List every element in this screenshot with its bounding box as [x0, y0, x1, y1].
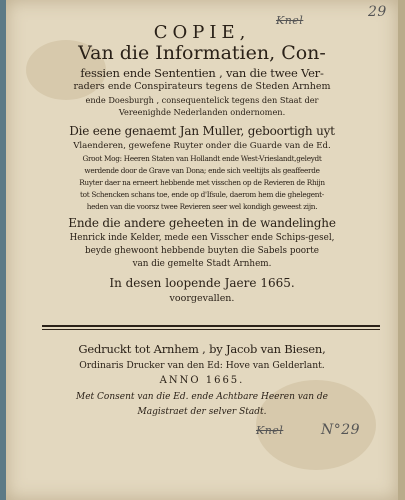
handwritten-number-bottom: N°29 [321, 422, 361, 438]
section1-line-7: heden van die voorsz twee Revieren seer wel kondigh geweest zijn. [86, 202, 318, 211]
title-line-4: raders ende Conspirateurs tegens de Steden Arnhem [73, 81, 331, 92]
imprint-printer: Gedruckt tot Arnhem , by Jacob van Biesen, [78, 342, 326, 356]
title-line-6: Vereenighde Nederlanden ondernomen. [118, 107, 286, 117]
section2-line-3: beyde ghewoont hebbende buyten die Sabels poorte [84, 246, 320, 256]
dateline-year: In desen loopende Jaere 1665. [109, 276, 295, 290]
section1-heading: Die eene genaemt Jan Muller, geboortigh uyt [69, 124, 335, 138]
section1-line-4: werdende door de Grave van Dona; ende sich veeltijts als geaffeerde [84, 166, 320, 175]
handwritten-mark-bottom: Knel [256, 424, 284, 437]
section1-line-3: Groot Mog: Heeren Staten van Hollandt ende West-Vrieslandt,geleydt [82, 154, 322, 163]
section2-line-4: van die gemelte Stadt Arnhem. [132, 259, 272, 269]
title-main: Van die Informatien, Con- [78, 42, 326, 64]
title-copie: COPIE, [153, 22, 251, 43]
handwritten-mark-top: Knel [276, 14, 304, 27]
section2-line-2: Henrick inde Kelder, mede een Visscher ende Schips-gesel, [69, 233, 335, 243]
section1-line-6: tot Schencken schans toe, ende op d'Ifsule, daerom hem die ghelegent- [80, 190, 324, 199]
handwritten-page-number: 29 [368, 4, 387, 20]
horizontal-rule-thin [42, 329, 380, 330]
section1-line-2: Vlaenderen, gewefene Ruyter onder die Guarde van de Ed. [73, 141, 331, 151]
dateline-voorgevallen: voorgevallen. [169, 293, 235, 304]
imprint-court: Ordinaris Drucker van den Ed: Hove van Gelderlant. [79, 360, 325, 371]
imprint-consent: Met Consent van die Ed. ende Achtbare Heeren van de [76, 392, 328, 402]
document-page [6, 0, 398, 500]
section2-heading: Ende die andere geheeten in de wandelinghe [68, 216, 336, 230]
title-line-5: ende Doesburgh , consequentelick tegens den Staat der [85, 95, 319, 105]
imprint-year: ANNO 1665. [159, 375, 245, 386]
section1-line-5: Ruyter daer na erneert hebbende met visschen op de Revieren de Rhijn [79, 178, 325, 187]
imprint-magistraet: Magistraet der selver Stadt. [137, 407, 267, 417]
title-line-3: fessien ende Sententien , van die twee Ver- [80, 66, 324, 80]
horizontal-rule [42, 325, 380, 327]
